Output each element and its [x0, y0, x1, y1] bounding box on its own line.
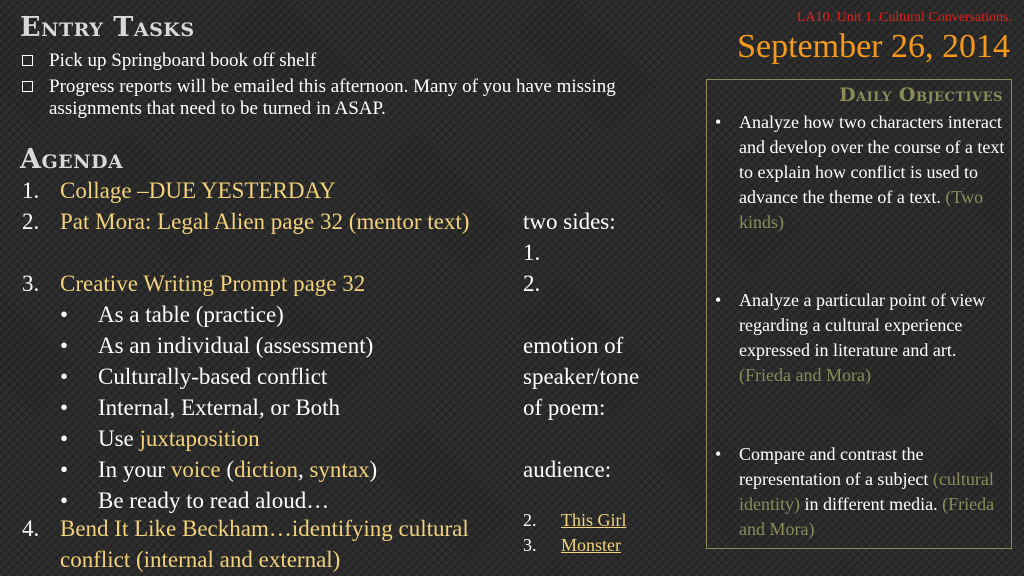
- diction-term: diction: [234, 457, 298, 482]
- agenda-item-text: Creative Writing Prompt page 32: [60, 271, 366, 296]
- side-one-number: 1.: [523, 240, 541, 265]
- agenda-item-number: 1.: [22, 178, 40, 203]
- agenda-item: [22, 175, 462, 206]
- objective-text: [739, 442, 1005, 542]
- agenda-subitem-text: [98, 423, 480, 454]
- agenda-subitem-text: Internal, External, or Both: [98, 395, 341, 420]
- agenda-subitem-text: As a table (practice): [98, 302, 284, 327]
- voice-term: voice: [170, 457, 221, 482]
- objective-body: in different media.: [804, 494, 938, 514]
- objective-note: (Frieda and Mora): [739, 365, 871, 385]
- daily-objectives-heading: Daily Objectives: [839, 84, 1003, 106]
- audience-label: audience:: [523, 457, 612, 482]
- agenda-subitem-prefix: Use: [98, 426, 140, 451]
- objective-text: [739, 110, 1005, 235]
- objective-item: [715, 110, 1005, 235]
- objective-body: Compare and contrast the representation of a subject: [739, 444, 929, 489]
- bullet-icon: •: [60, 457, 69, 482]
- bullet-icon: •: [60, 395, 69, 420]
- agenda-item: [22, 268, 492, 299]
- bullet-icon: •: [60, 364, 69, 389]
- date-heading: September 26, 2014: [737, 28, 1010, 65]
- agenda-subitem-text: Be ready to read aloud…: [98, 488, 330, 513]
- media-link-item: [523, 533, 621, 557]
- entry-tasks-heading: Entry Tasks: [20, 12, 195, 43]
- media-link-item: [523, 508, 627, 532]
- media-link-number: 3.: [523, 535, 537, 555]
- agenda-subitem: [60, 299, 480, 330]
- agenda-subitem-prefix: In your: [98, 457, 171, 482]
- bullet-icon: •: [715, 290, 722, 310]
- bullet-icon: •: [715, 112, 722, 132]
- two-sides-label: two sides:: [523, 209, 616, 234]
- emotion-label-line3: of poem:: [523, 395, 606, 420]
- agenda-item: [22, 513, 492, 575]
- media-link-number: 2.: [523, 510, 537, 530]
- agenda-subitem: [60, 485, 480, 516]
- objective-note: (Frieda and Mora): [739, 494, 995, 539]
- objective-body: Analyze how two characters interact and develop over the course of a text to explain how conflict is used to advance the theme of a text.: [739, 112, 1005, 207]
- agenda-subitem: [60, 361, 480, 392]
- objective-note: (Two kinds): [739, 187, 984, 232]
- agenda-item-text: Bend It Like Beckham…identifying cultural conflict (internal and external): [60, 516, 469, 572]
- juxtaposition-term: juxtaposition: [139, 426, 260, 451]
- agenda-subitem: [60, 454, 480, 485]
- entry-task-item: [22, 76, 659, 120]
- agenda-subitem-text: Culturally-based conflict: [98, 364, 328, 389]
- bullet-icon: •: [60, 426, 69, 451]
- bullet-icon: •: [60, 333, 69, 358]
- entry-task-text: Pick up Springboard book off shelf: [49, 50, 317, 71]
- objective-highlight: (cultural identity): [739, 469, 994, 514]
- agenda-subitem-text: [98, 454, 480, 485]
- paren-open: (: [220, 457, 235, 482]
- checkbox-icon: [22, 55, 33, 66]
- agenda-subitem: [60, 392, 480, 423]
- emotion-label-line2: speaker/tone: [523, 364, 640, 389]
- agenda-item-number: 4.: [22, 516, 40, 541]
- objective-item: [715, 288, 1005, 388]
- entry-task-item: [22, 50, 659, 72]
- side-two-number: 2.: [523, 271, 541, 296]
- monster-link[interactable]: Monster: [561, 535, 621, 555]
- checkbox-icon: [22, 81, 33, 92]
- agenda-item-text: Pat Mora: Legal Alien page 32 (mentor text): [60, 209, 470, 234]
- bullet-icon: •: [60, 488, 69, 513]
- daily-objectives-box: [706, 79, 1012, 549]
- agenda-subitem: [60, 330, 480, 361]
- agenda-item-number: 3.: [22, 271, 40, 296]
- agenda-heading: Agenda: [20, 144, 124, 175]
- agenda-subitem: [60, 423, 480, 454]
- agenda-item-text: Collage –DUE YESTERDAY: [60, 178, 336, 203]
- objective-text: [739, 288, 1005, 388]
- bullet-icon: •: [60, 302, 69, 327]
- agenda-item: [22, 206, 492, 237]
- this-girl-link[interactable]: This Girl: [561, 510, 627, 530]
- emotion-label-line1: emotion of: [523, 333, 624, 358]
- comma-separator: ,: [297, 457, 310, 482]
- bullet-icon: •: [715, 444, 722, 464]
- syntax-term: syntax: [309, 457, 370, 482]
- objective-item: [715, 442, 1005, 542]
- unit-header: LA10. Unit 1. Cultural Conversations.: [796, 10, 1012, 25]
- agenda-item-number: 2.: [22, 209, 40, 234]
- agenda-subitem-text: As an individual (assessment): [98, 333, 374, 358]
- paren-close: ): [369, 457, 378, 482]
- objective-body: Analyze a particular point of view regarding a cultural experience expressed in literature and art.: [739, 290, 986, 360]
- entry-task-text: Progress reports will be emailed this afternoon. Many of you have missing assignments that need to be turned in ASAP.: [49, 76, 616, 119]
